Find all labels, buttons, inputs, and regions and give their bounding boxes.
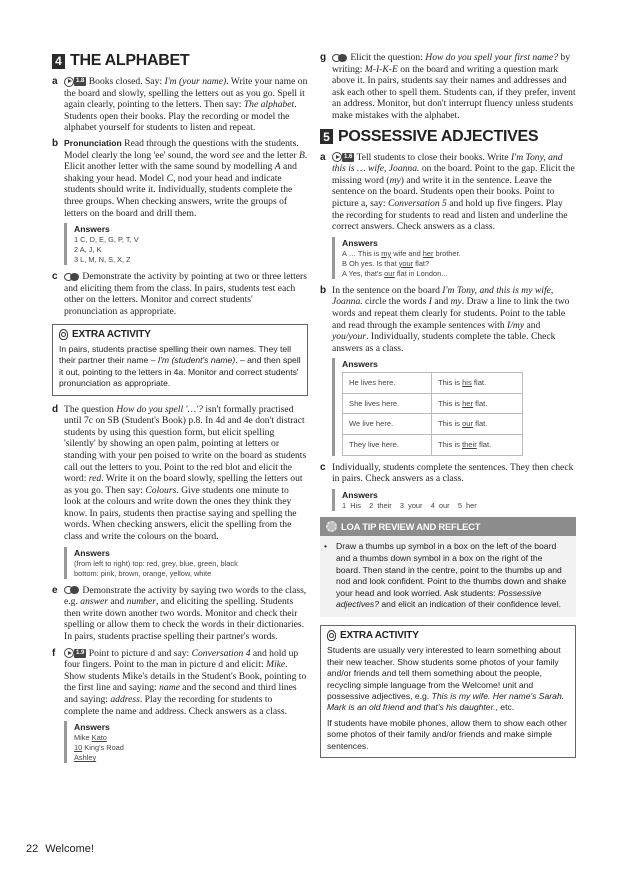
- extra-activity-box: EXTRA ACTIVITY Students are usually very interested to learn something about their new teacher. Show students some photos of your family and/or friends and tell them something about the people, recycling simple language from the Welcome! unit and possessive adjectives, e.g. This is my wife. Her name's Sarah. Mark is an old friend and that's his daughter., etc. If students have mobile phones, allow them to show each other some photos of their family and/or friends and make simple sentences.: [320, 625, 576, 758]
- instruction-4e: e Demonstrate the activity by saying two words to the class, e.g. answer and number, and eliciting the spelling. Students then write down another two words. Monitor and check their spelling or allow them to check the words in their dictionaries. In pairs, students practise spelling their partner's words.: [52, 584, 307, 643]
- instruction-5b: b In the sentence on the board I'm Tony, and this is my wife, Joanna. circle the words I and my. Draw a line to link the two words and repeat them clearly for students. Point to the table and read through the example sentences with I/my and you/your. Individually, students complete the table. Check answers as a class. Answers He lives here. This is his flat. She lives here. This is her flat. We live here. This is our flat. They live here. This is their flat.: [320, 285, 576, 456]
- subheading-pronunciation: Pronunciation: [64, 137, 122, 148]
- instruction-4b: b Pronunciation Read through the questions with the students. Model clearly the long 'ee' sound, the word see and the letter B. Elicit another letter with the same sound by modelling A and shaking your head. Model C, nod your head and indicate students should write it. Individually, students complete the three groups. When checking answers, write the groups of letters on the board and drill them. Answers 1 C, D, E, G, P, T, V 2 A, J, K 3 L, M, N, S, X, Z: [52, 137, 308, 265]
- lightbulb-icon: [59, 329, 68, 340]
- gear-icon: [326, 521, 337, 532]
- left-column: [52, 52, 308, 769]
- instruction-4f: f 1.9 Point to picture d and say: Conversation 4 and hold up four fingers. Point to the man in picture d and elicit: Mike. Show students Mike's details in the Student's Book, pointing to the first line and saying: name and the second and third lines and saying: address. Play the recording for students to complete the name and address. Check answers as a class. Answers Mike Kato 10 King's Road Ashley: [52, 647, 307, 763]
- pairwork-icon: [332, 53, 348, 63]
- item-letter: b: [320, 284, 327, 296]
- instruction-4c: c Demonstrate the activity by pointing at two or three letters and eliciting them from the class. In pairs, students test each other on the letters. Monitor and correct students' pronunciation as appropriate.: [52, 271, 307, 317]
- item-letter: c: [52, 271, 58, 283]
- table-row: We live here. This is our flat.: [343, 414, 523, 435]
- audio-play-icon[interactable]: [64, 648, 74, 658]
- answers-box: Answers 1 C, D, E, G, P, T, V 2 A, J, K 3 L, M, N, S, X, Z: [64, 223, 308, 265]
- page-footer: [26, 843, 101, 855]
- track-badge: 1.6: [344, 153, 353, 160]
- right-column: [320, 52, 576, 766]
- answers-box: Answers A … This is my wife and her brother. B Oh yes. Is that your flat? A Yes, that's our flat in London...: [332, 237, 576, 279]
- answers-box: Answers Mike Kato 10 King's Road Ashley: [64, 721, 308, 763]
- audio-play-icon[interactable]: [64, 77, 74, 87]
- extra-activity-title: EXTRA ACTIVITY: [340, 630, 419, 641]
- answers-box: Answers 1 His 2 their 3 your 4 our 5 her: [332, 489, 576, 511]
- answers-box: Answers He lives here. This is his flat. She lives here. This is her flat. We live here. This is our flat. They live here. This is their flat.: [332, 358, 576, 455]
- item-letter: d: [52, 403, 59, 415]
- pairwork-icon: [64, 272, 80, 282]
- loa-tip-title: LOA TIP REVIEW AND REFLECT: [341, 520, 481, 532]
- section-number: 5: [320, 129, 333, 144]
- section-4-heading: [52, 52, 308, 70]
- extra-activity-box: EXTRA ACTIVITY In pairs, students practise spelling their own names. They tell their partner their name – I'm (student's name). – and then spell it out, pointing to the letters in 4a. Monitor and correct students' pronunciation as appropriate.: [52, 324, 308, 396]
- item-letter: a: [52, 76, 58, 87]
- pairwork-icon: [64, 585, 80, 595]
- bullet: •: [324, 541, 328, 552]
- section-number: 4: [52, 54, 65, 69]
- section-title: POSSESSIVE ADJECTIVES: [338, 127, 539, 145]
- item-letter: e: [52, 584, 58, 596]
- instruction-4a: a 1.8 Books closed. Say: I'm (your name). Write your name on the board and slowly, spelling the letters out as you go. Spell it again clearly, pointing to the letters. Then say: The alphabet. Students open their books. Play the recording or model the alphabet yourself for students to listen and repeat.: [52, 76, 308, 134]
- track-badge: 1.8: [76, 78, 85, 85]
- answers-box: Answers (from left to right) top: red, grey, blue, green, black bottom: pink, brown, orange, yellow, white: [64, 547, 308, 579]
- table-row: They live here. This is their flat.: [343, 435, 523, 456]
- section-title: THE ALPHABET: [70, 52, 190, 69]
- instruction-5c: c Individually, students complete the sentences. They then check in pairs. Check answers as a class. Answers 1 His 2 their 3 your 4 our 5 her: [320, 462, 576, 511]
- item-letter: c: [320, 461, 326, 473]
- loa-tip-box: LOA TIP REVIEW AND REFLECT • Draw a thumbs up symbol in a box on the left of the board and a thumbs down symbol in a box on the right of the board. Then stand in the centre, point to the thumbs up and nod and look confident. Point to the thumbs down and shake your head and look worried. Ask students: Possessive adjectives? and elicit an indication of their confidence level.: [320, 517, 576, 617]
- instruction-4g: g Elicit the question: How do you spell your first name? by writing: M-I-K-E on the board and writing a question mark above it. In pairs, students say their names and addresses and ask each other to spell them. Students can, if they prefer, invent an address. Monitor, but don't interrupt fluency unless students make mistakes with the alphabet.: [320, 52, 576, 121]
- extra-activity-title: EXTRA ACTIVITY: [72, 328, 151, 340]
- page-number: 22: [26, 843, 39, 855]
- lightbulb-icon: [327, 630, 336, 641]
- possessive-table: [342, 372, 523, 455]
- track-badge: 1.9: [76, 649, 85, 656]
- item-letter: a: [320, 151, 326, 163]
- item-letter: g: [320, 52, 327, 63]
- table-row: He lives here. This is his flat.: [343, 373, 523, 394]
- item-letter: f: [52, 647, 56, 659]
- table-row: She lives here. This is her flat.: [343, 393, 523, 414]
- item-letter: b: [52, 137, 59, 149]
- instruction-4d: d The question How do you spell '…'? isn't formally practised until 7c on SB (Student's Book) p.8. In 4d and 4e don't distract students by using this question form, but elicit spelling 'silently' by showing an open palm, pointing at letters or standing with your pen poised to write on the board as students call out the letters to you. Point to the red blot and elicit the word: red. Write it on the board slowly, spelling the letters out as you go. Then say: Colours. Give students one minute to look at the colours and write down the ones they think they know. In pairs, students then practise saying and spelling the words. When checking answers, elicit the spelling from the class and write the colours on the board. Answers (from left to right) top: red, grey, blue, green, black bottom: pink, brown, orange, yellow, white: [52, 403, 307, 578]
- unit-name: Welcome!: [45, 843, 94, 855]
- section-5-heading: [320, 128, 576, 146]
- instruction-5a: a 1.6 Tell students to close their books. Write I'm Tony, and this is … wife, Joanna. on the board. Point to the gap. Elicit the missing word (my) and write it in the sentence. Leave the sentence on the board. Students open their books. Point to picture a, say: Conversation 5 and hold up five fingers. Play the recording for students to read and listen and underline the correct answers. Check answers as a class. Answers A … This is my wife and her brother. B Oh yes. Is that your flat? A Yes, that's our flat in London...: [320, 151, 575, 278]
- audio-play-icon[interactable]: [332, 152, 342, 162]
